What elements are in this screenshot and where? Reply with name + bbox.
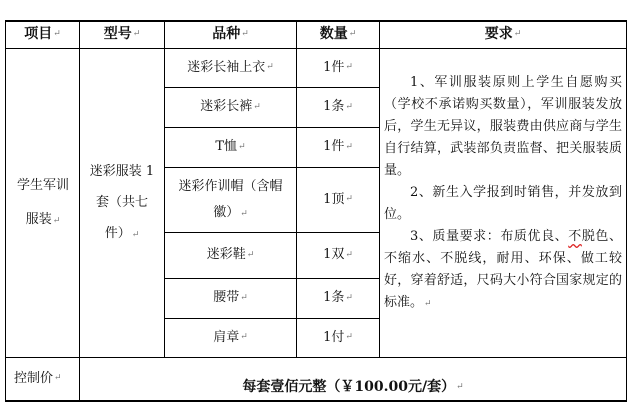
header-requirement: 要求 ↵ — [484, 26, 522, 43]
item-qty-cell: 1件 ↵ — [323, 59, 353, 75]
item-name-cell: T恤 ↵ — [215, 139, 246, 155]
item-qty-cell: 1顶 ↵ — [323, 191, 353, 207]
item-name-cell: 肩章 ↵ — [213, 329, 248, 345]
project-cell: 学生军训服装↵ — [16, 177, 69, 227]
table-left-border — [5, 20, 6, 402]
table-right-border — [626, 20, 627, 402]
item-qty-cell: 1条 ↵ — [323, 99, 353, 115]
item-name-cell: 迷彩作训帽（含帽徽）↵ — [178, 178, 283, 220]
item-name-cell: 腰带 ↵ — [213, 290, 248, 306]
requirement-paragraph: 2、新生入学报到时销售，并发放到位。 — [384, 185, 622, 222]
item-qty-cell: 1付 ↵ — [323, 329, 353, 345]
item-qty-cell: 1件 ↵ — [323, 139, 353, 155]
item-name-cell: 迷彩长裤 ↵ — [200, 99, 261, 115]
header-project: 项目 ↵ — [24, 26, 61, 43]
col-divider-quantity — [379, 20, 380, 357]
header-model: 型号 ↵ — [103, 26, 141, 43]
requirement-paragraph: 1、军训服装原则上学生自愿购买（学校不承诺购买数量），军训服装发放后，学生无异议，服装费由供应商与学生自行结算，武装部负责监督、把关服装质量。 — [384, 75, 622, 178]
requirements-text — [384, 72, 622, 315]
header-variety: 品种 ↵ — [212, 26, 249, 43]
requirement-paragraph: 3、质量要求：布质优良、不脱色、不缩水、不脱线，耐用、环保、做工较好，穿着舒适，尺码大小符合国家规定的标准。↵ — [384, 229, 622, 310]
spellcheck-underline: 不 — [568, 229, 582, 244]
item-name-cell: 迷彩鞋 ↵ — [206, 247, 255, 263]
body-bottom-border — [5, 357, 627, 358]
model-cell: 迷彩服装 1套（共七件）↵ — [89, 163, 155, 241]
item-name-cell: 迷彩长袖上衣 ↵ — [187, 59, 274, 75]
header-quantity: 数量 ↵ — [319, 26, 357, 43]
control-price-label: 控制价 ↵ — [14, 370, 62, 386]
control-price-value: 每套壹佰元整（￥100.00元/套） ↵ — [242, 379, 464, 396]
col-divider-project — [79, 20, 80, 402]
item-qty-cell: 1双 ↵ — [323, 247, 353, 263]
item-qty-cell: 1条 ↵ — [323, 290, 353, 306]
